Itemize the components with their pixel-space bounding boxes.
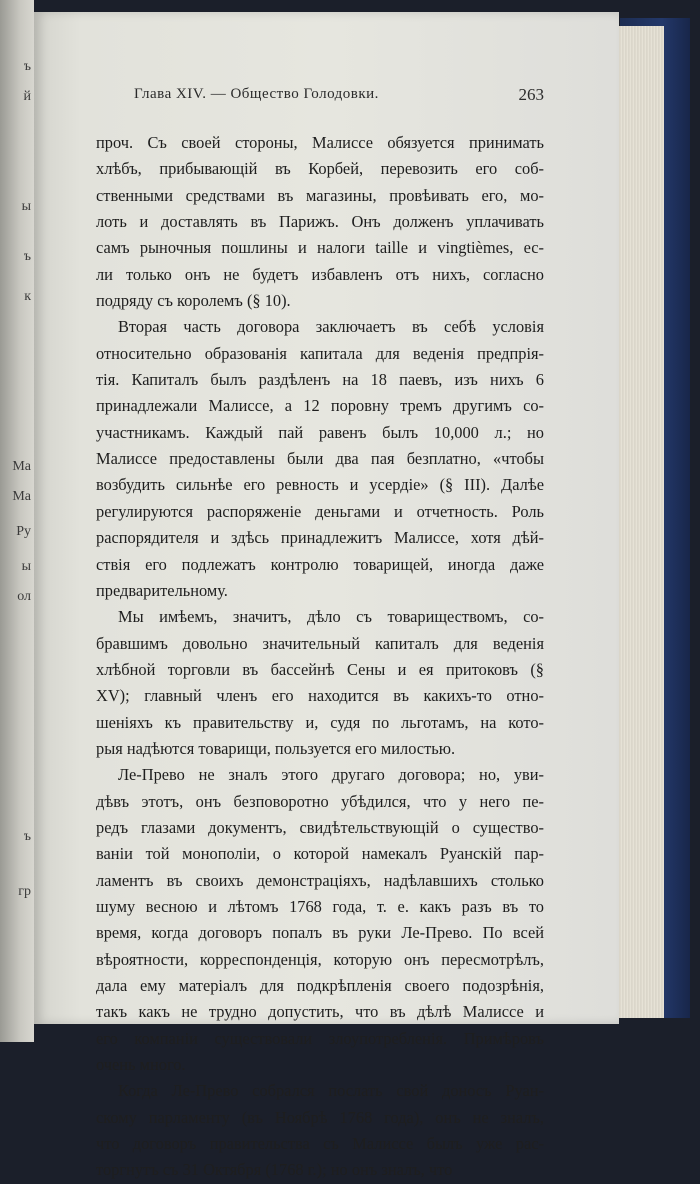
text-line: редъ глазами документъ, свидѣтельствующій о существо- — [96, 817, 544, 837]
text-line: скому парламенту (въ Ноябрѣ 1768 года), онъ не зналъ, — [96, 1107, 544, 1127]
text-line: очень много. — [96, 1055, 186, 1075]
previous-page-fragment: ъ — [23, 59, 31, 74]
text-line: лоть и доставлять въ Парижъ. Онъ долженъ уплачивать — [96, 212, 544, 232]
previous-page-edge — [0, 0, 34, 1042]
book-page — [34, 12, 619, 1180]
text-line: ли только онъ не будетъ избавленъ отъ нихъ, согласно — [96, 264, 544, 284]
text-line: ствія его подлежатъ контролю товарищей, иногда даже — [96, 554, 544, 574]
text-line: Вторая часть договора заключаетъ въ себѣ условія — [118, 317, 544, 337]
text-line: хлѣбной торговли въ бассейнѣ Сены и ея притоковъ (§ — [96, 659, 544, 679]
text-line: хлѣбъ, прибывающій въ Корбей, перевозить его соб- — [96, 159, 544, 179]
page-number: 263 — [518, 85, 544, 104]
text-line: участникамъ. Каждый пай равенъ былъ 10,000 л.; но — [96, 422, 544, 442]
running-header — [134, 86, 544, 110]
previous-page-fragment: Ма — [12, 459, 31, 474]
previous-page-fragment: Ма — [12, 489, 31, 504]
text-line: Малиссе предоставлены были два пая безплатно, «чтобы — [96, 449, 544, 469]
previous-page-fragment: ы — [21, 199, 31, 214]
text-line: возбудить сильнѣе его ревность и усердіе» (§ III). Далѣе — [96, 475, 544, 495]
text-line: шеніяхъ къ правительству и, судя по льготамъ, на кото- — [96, 712, 544, 732]
previous-page-fragment: гр — [18, 884, 31, 899]
previous-page-fragment: ы — [21, 559, 31, 574]
text-line: такъ какъ не трудно допустить, что въ дѣлѣ Малиссе и — [96, 1002, 544, 1022]
previous-page-fragment: й — [23, 89, 31, 104]
text-line: ственными средствами въ магазины, провѣивать его, мо- — [96, 185, 544, 205]
text-line: рыя надѣются товарищи, пользуется его милостью. — [96, 738, 456, 758]
text-line: дала ему матеріалъ для подкрѣпленія своего подозрѣнія, — [96, 976, 544, 995]
text-line: Мы имѣемъ, значитъ, дѣло съ товариществомъ, со- — [118, 607, 544, 627]
text-line: бравшимъ довольно значительный капиталъ для веденія — [96, 633, 544, 653]
page-block-edge — [612, 26, 664, 1018]
text-line: Когда Ле-Прево собрался послать свой доносъ Руан- — [118, 1081, 544, 1101]
text-line: проч. Съ своей стороны, Малиссе обязуется принимать — [96, 133, 544, 152]
text-line: XV); главный членъ его находится въ какихъ-то отно- — [96, 686, 544, 706]
previous-page-fragment: ъ — [23, 829, 31, 844]
previous-page-fragment: ол — [17, 589, 31, 604]
text-line: Ле-Прево не зналъ этого другаго договора; но, уви- — [118, 765, 544, 785]
text-line: предварительному. — [96, 580, 228, 600]
text-line: тія. Капиталъ былъ раздѣленъ на 18 паевъ, изъ нихъ 6 — [96, 370, 544, 390]
text-line: дѣвъ этотъ, онъ безповоротно убѣдился, что у него пе- — [96, 791, 544, 811]
previous-page-fragment: к — [24, 289, 31, 304]
paragraph — [96, 314, 544, 604]
text-line: распорядителя и здѣсь принадлежитъ Малиссе, хотя дѣй- — [96, 528, 544, 548]
text-line: время, когда договоръ попалъ въ руки Ле-Прево. По всей — [96, 923, 544, 943]
body-text — [96, 130, 544, 1184]
text-line: ламентъ въ своихъ демонстраціяхъ, надѣлавшихъ столько — [96, 870, 544, 890]
text-line: торгнутъ съ 31 Октября (1768 г.); но онъ зналъ, что — [96, 1160, 453, 1180]
paragraph — [96, 1078, 544, 1183]
text-line: относительно образованія капитала для веденія предпрія- — [96, 343, 544, 363]
chapter-title: Глава XIV. — Общество Голодовки. — [134, 86, 379, 102]
paragraph — [96, 604, 544, 762]
paragraph — [96, 130, 544, 314]
previous-page-fragment: Ру — [16, 524, 31, 539]
text-line: принадлежали Малиссе, а 12 поровну тремъ другимъ со- — [96, 396, 544, 416]
text-line: что договоръ правительства съ Малиссе былъ уже рас- — [96, 1134, 544, 1154]
previous-page-fragment: ъ — [23, 249, 31, 264]
text-line: ваніи той монополіи, о которой намекалъ Руанскій пар- — [96, 844, 544, 864]
text-line: самъ рыночныя пошлины и налоги taille и vingtièmes, ес- — [96, 238, 544, 258]
text-line: шуму весною и лѣтомъ 1768 года, т. е. какъ разъ въ то — [96, 896, 544, 916]
text-line: вѣроятности, корреспонденція, которую онъ пересмотрѣлъ, — [96, 949, 544, 969]
text-line: подряду съ королемъ (§ 10). — [96, 291, 291, 311]
text-line: регулируются распоряженіе деньгами и отчетность. Роль — [96, 501, 544, 521]
text-line: его компаніи существовали злоупотребленія. Примѣровъ — [96, 1028, 544, 1048]
paragraph — [96, 762, 544, 1078]
